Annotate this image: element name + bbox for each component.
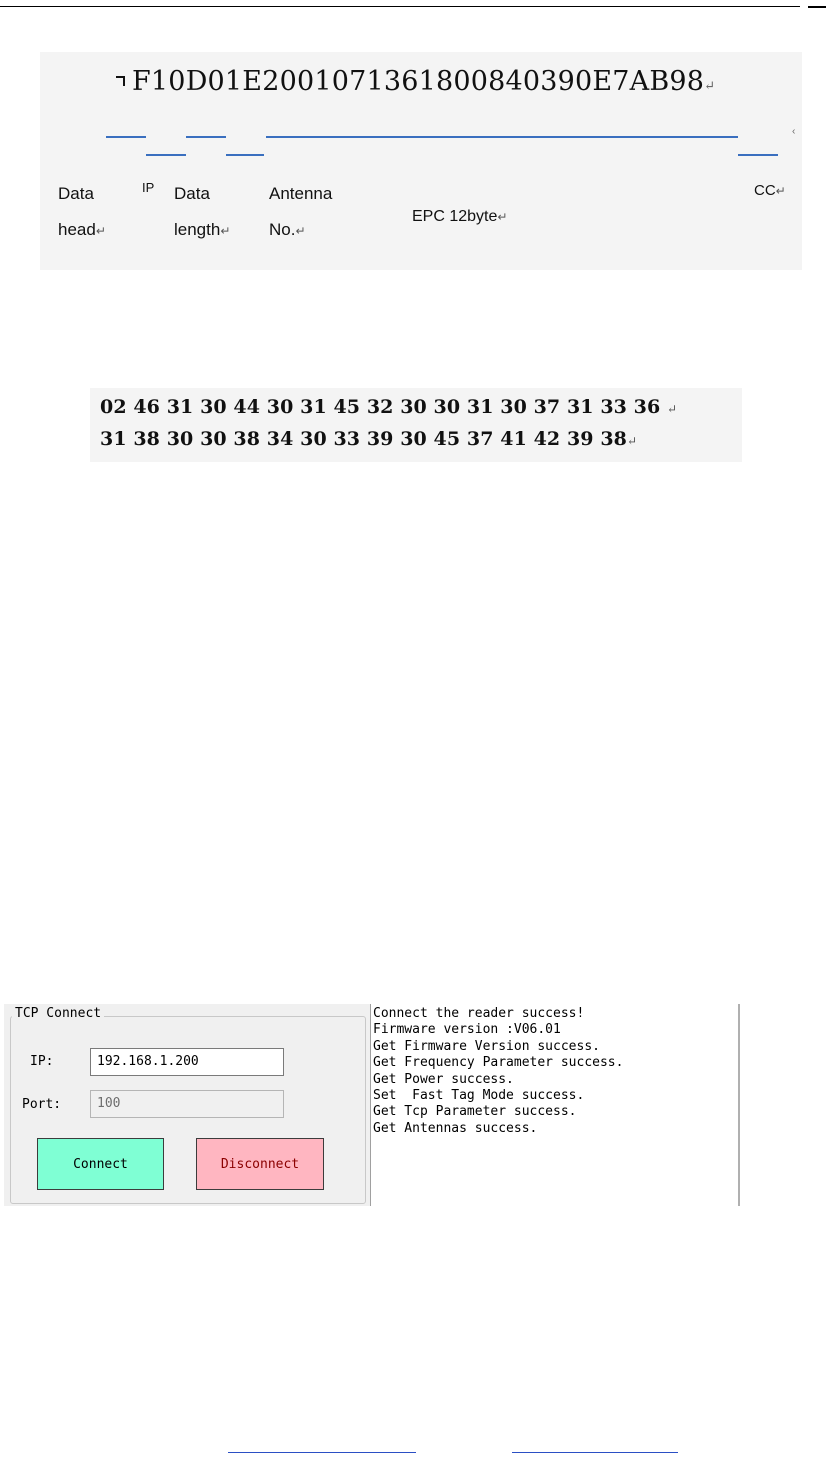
label-data-length-2: length↵ bbox=[174, 220, 231, 239]
frame-string bbox=[132, 66, 715, 97]
label-data-length-1: Data bbox=[174, 184, 210, 203]
underline-data-head bbox=[106, 136, 146, 138]
log-lines bbox=[373, 1006, 623, 1137]
log-line: Connect the reader success! bbox=[373, 1006, 585, 1021]
hex-bytes-figure bbox=[90, 388, 742, 462]
underline-ip bbox=[146, 154, 186, 156]
underline-epc bbox=[266, 136, 738, 138]
log-line: Get Antennas success. bbox=[373, 1120, 538, 1136]
return-mark-icon: ↵ bbox=[704, 79, 716, 94]
log-line: Set Fast Tag Mode success. bbox=[373, 1088, 585, 1104]
ip-input[interactable]: 192.168.1.200 bbox=[90, 1048, 284, 1076]
frame-diagram bbox=[40, 52, 802, 270]
label-data-head-1: Data bbox=[58, 184, 94, 203]
frame-start-mark-stem bbox=[123, 76, 125, 86]
label-antenna-1: Antenna bbox=[269, 184, 333, 203]
disconnect-button[interactable]: Disconnect bbox=[196, 1138, 324, 1190]
underline-antenna bbox=[226, 154, 264, 156]
log-line: Firmware version :V06.01 bbox=[373, 1022, 561, 1038]
label-antenna-2: No.↵ bbox=[269, 220, 306, 239]
hex-line-2: 31 38 30 30 38 34 30 33 39 30 45 37 41 42 39 38↵ bbox=[100, 428, 638, 450]
port-input[interactable]: 100 bbox=[90, 1090, 284, 1118]
label-epc: EPC 12byte↵ bbox=[412, 208, 508, 225]
label-data-head-2: head↵ bbox=[58, 220, 106, 239]
header-tick bbox=[808, 6, 826, 8]
small-dot-mark: ‹ bbox=[792, 126, 796, 137]
hex-line-1: 02 46 31 30 44 30 31 45 32 30 30 31 30 37 31 33 36 ↵ bbox=[100, 396, 678, 418]
log-line: Get Tcp Parameter success. bbox=[373, 1104, 577, 1120]
port-label: Port: bbox=[22, 1097, 62, 1112]
connect-button[interactable]: Connect bbox=[37, 1138, 164, 1190]
label-ip: IP bbox=[142, 180, 155, 195]
tcp-connect-panel bbox=[4, 1004, 371, 1206]
frame-string-text: F10D01E2001071361800840390E7AB98 bbox=[132, 66, 705, 97]
underline-data-length bbox=[186, 136, 226, 138]
footer-link-1[interactable] bbox=[228, 1452, 416, 1453]
header-rule bbox=[0, 6, 800, 7]
log-line: Get Frequency Parameter success. bbox=[373, 1055, 624, 1071]
group-title: TCP Connect bbox=[12, 1006, 104, 1021]
footer-link-2[interactable] bbox=[512, 1452, 678, 1453]
log-line: Get Firmware Version success. bbox=[373, 1038, 600, 1054]
log-line: Get Power success. bbox=[373, 1071, 514, 1087]
underline-cc bbox=[738, 154, 778, 156]
log-output[interactable] bbox=[372, 1004, 740, 1206]
ip-label: IP: bbox=[30, 1054, 54, 1069]
label-cc: CC↵ bbox=[754, 182, 786, 199]
